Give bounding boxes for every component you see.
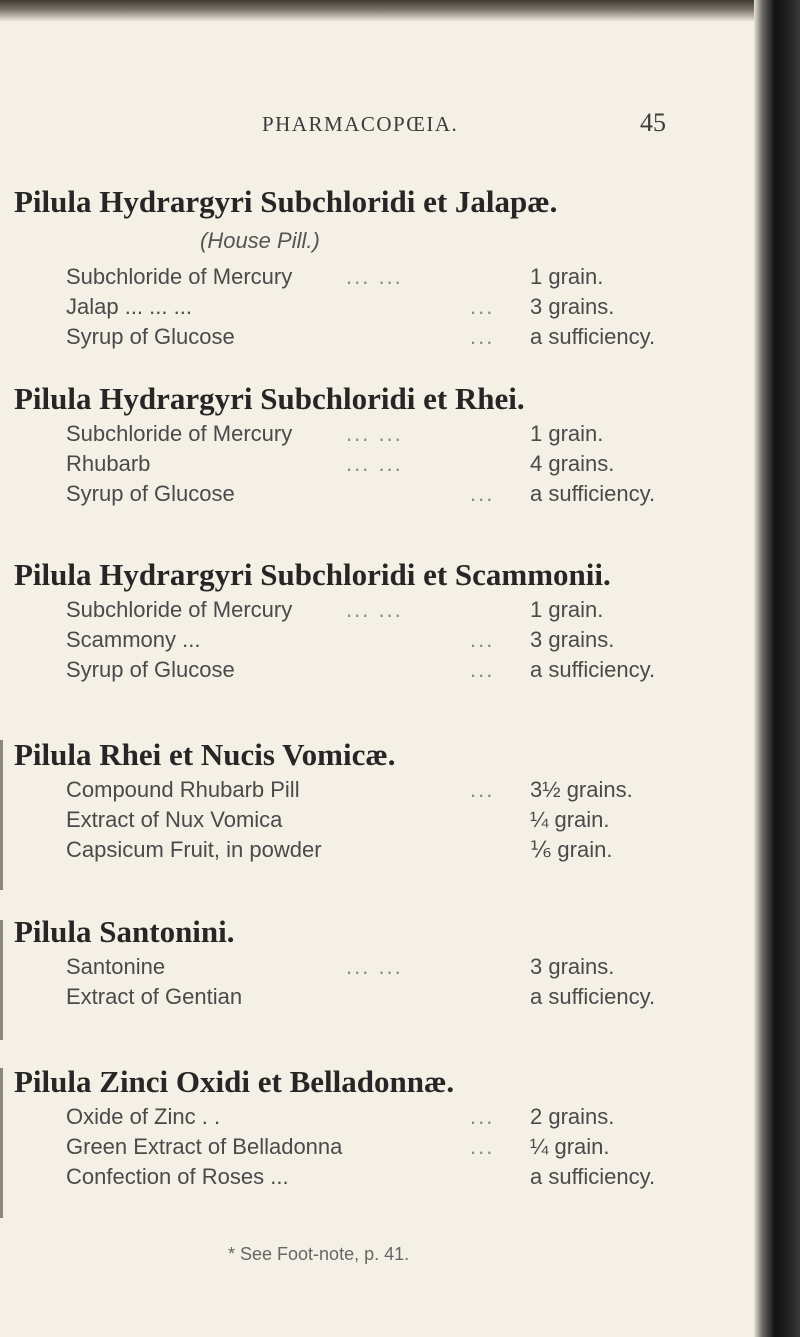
ingredient-name: Compound Rhubarb Pill <box>66 777 300 802</box>
ingredient-name: Capsicum Fruit, in powder <box>66 837 322 862</box>
section-title: Pilula Hydrargyri Subchloridi et Jalapæ. <box>14 184 558 219</box>
section-title: Pilula Hydrargyri Subchloridi et Scammonii. <box>14 557 611 592</box>
section-subtitle: (House Pill.) <box>200 228 320 253</box>
leader-dots: ... ... <box>346 264 403 289</box>
page-number: 45 <box>640 108 666 137</box>
ingredient-name: Rhubarb <box>66 451 151 476</box>
leader-dots: ... <box>470 481 495 506</box>
section-hydrargyri-scammonii <box>0 557 760 697</box>
ingredient-quantity: 3 grains. <box>530 954 615 979</box>
ingredient-row <box>66 264 756 294</box>
ingredient-name: Extract of Gentian <box>66 984 243 1009</box>
ingredient-quantity: 3½ grains. <box>530 777 633 802</box>
leader-dots: ... <box>470 657 495 682</box>
ingredient-row <box>66 481 756 511</box>
section-hydrargyri-rhei <box>0 381 760 521</box>
section-title: Pilula Rhei et Nucis Vomicæ. <box>14 737 396 772</box>
section-title: Pilula Hydrargyri Subchloridi et Rhei. <box>14 381 525 416</box>
ingredient-quantity: a sufficiency. <box>530 1164 656 1189</box>
ingredient-row <box>66 451 756 481</box>
ingredient-row <box>66 1134 756 1164</box>
ingredient-name: Green Extract of Belladonna <box>66 1134 343 1159</box>
section-rhei-nucis-vomicae <box>0 737 760 877</box>
leader-dots: ... <box>470 324 495 349</box>
section-zinci-belladonnae <box>0 1064 760 1204</box>
running-title: PHARMACOPŒIA. <box>262 112 459 136</box>
page-header <box>0 108 760 142</box>
leader-dots: ... <box>470 627 495 652</box>
ingredient-row <box>66 421 756 451</box>
ingredient-name: Syrup of Glucose <box>66 324 235 349</box>
ingredient-row <box>66 777 756 807</box>
ingredient-quantity: 3 grains. <box>530 294 615 319</box>
ingredient-row <box>66 657 756 687</box>
section-title: Pilula Santonini. <box>14 914 235 949</box>
leader-dots: ... <box>470 294 495 319</box>
leader-dots: ... ... <box>346 451 403 476</box>
ingredient-name: Santonine <box>66 954 166 979</box>
leader-dots: ... ... <box>346 954 403 979</box>
ingredient-name: Syrup of Glucose <box>66 481 235 506</box>
ingredient-quantity: ¼ grain. <box>530 807 610 832</box>
ingredient-name: Extract of Nux Vomica <box>66 807 283 832</box>
leader-dots: ... ... <box>346 421 403 446</box>
ingredient-row <box>66 1164 756 1194</box>
book-binding-edge <box>754 0 800 1337</box>
section-hydrargyri-jalapae <box>0 184 760 349</box>
ingredient-quantity: 4 grains. <box>530 451 615 476</box>
ingredient-name: Jalap ... ... ... <box>66 294 192 319</box>
footnote: * See Foot-note, p. 41. <box>228 1244 410 1264</box>
ingredient-row <box>66 294 756 324</box>
leader-dots: ... <box>470 1134 495 1159</box>
ingredient-quantity: 1 grain. <box>530 421 604 446</box>
ingredient-name: Subchloride of Mercury <box>66 264 293 289</box>
ingredient-row <box>66 597 756 627</box>
ingredient-row <box>66 324 756 354</box>
ingredient-quantity: a sufficiency. <box>530 324 656 349</box>
ingredient-name: Subchloride of Mercury <box>66 597 293 622</box>
ingredient-row <box>66 837 756 867</box>
ingredient-quantity: a sufficiency. <box>530 481 656 506</box>
leader-dots: ... ... <box>346 597 403 622</box>
ingredient-name: Syrup of Glucose <box>66 657 235 682</box>
ingredient-name: Confection of Roses ... <box>66 1164 289 1189</box>
section-title: Pilula Zinci Oxidi et Belladonnæ. <box>14 1064 455 1099</box>
ingredient-name: Subchloride of Mercury <box>66 421 293 446</box>
ingredient-quantity: 3 grains. <box>530 627 615 652</box>
ingredient-name: Oxide of Zinc . . <box>66 1104 221 1129</box>
ingredient-quantity: 2 grains. <box>530 1104 615 1129</box>
ingredient-row <box>66 984 756 1014</box>
section-santonini <box>0 914 760 1024</box>
ingredient-quantity: ¼ grain. <box>530 1134 610 1159</box>
ingredient-row <box>66 1104 756 1134</box>
ingredient-quantity: a sufficiency. <box>530 984 656 1009</box>
ingredient-quantity: a sufficiency. <box>530 657 656 682</box>
leader-dots: ... <box>470 1104 495 1129</box>
ingredient-row <box>66 954 756 984</box>
ingredient-quantity: ⅙ grain. <box>530 837 613 862</box>
ingredient-quantity: 1 grain. <box>530 264 604 289</box>
ingredient-name: Scammony ... <box>66 627 201 652</box>
ingredient-quantity: 1 grain. <box>530 597 604 622</box>
leader-dots: ... <box>470 777 495 802</box>
ingredient-row <box>66 627 756 657</box>
ingredient-row <box>66 807 756 837</box>
